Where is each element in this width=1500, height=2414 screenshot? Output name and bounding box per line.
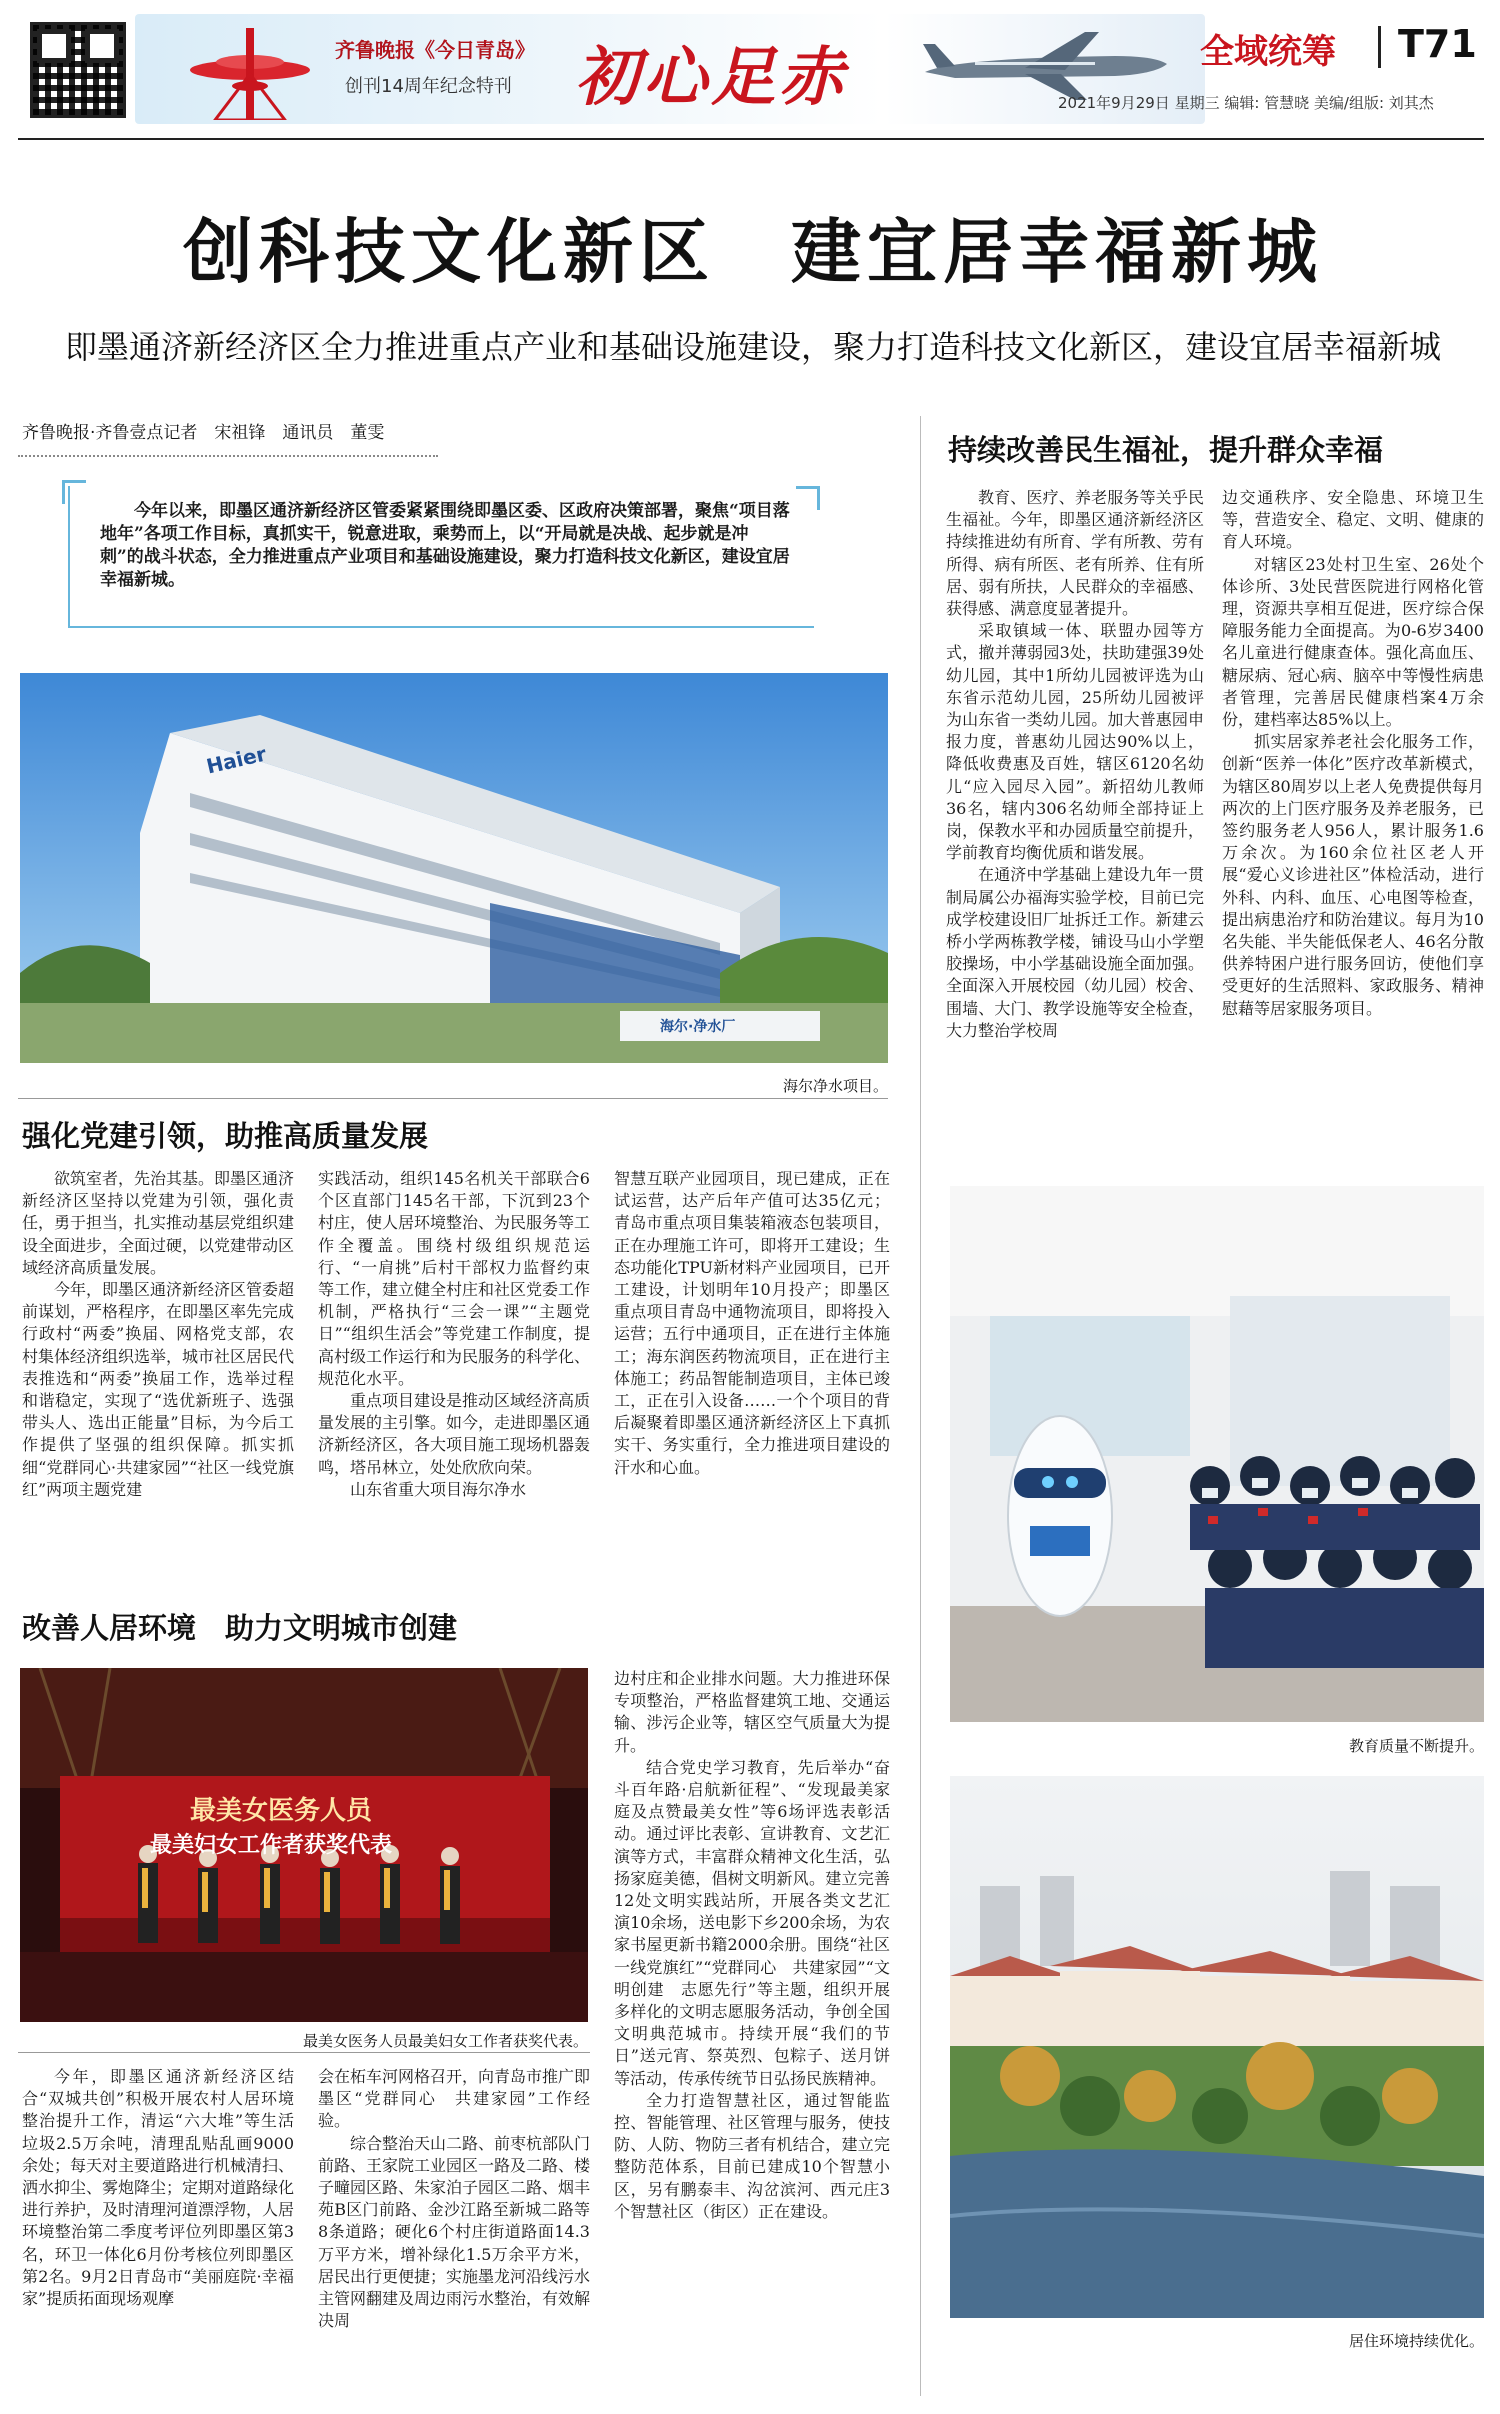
masthead-rule: [18, 138, 1484, 140]
byline: 齐鲁晚报·齐鲁壹点记者 宋祖锋 通讯员 董雯: [22, 423, 385, 443]
dateline: 2021年9月29日 星期三 编辑: 管慧晓 美编/组版: 刘其杰: [1058, 94, 1434, 112]
haier-sign: Haier: [204, 741, 269, 779]
award-banner-subtitle: 最美妇女工作者获奖代表: [150, 1833, 393, 1858]
paper-name: 齐鲁晚报《今日青岛》: [335, 38, 535, 62]
environment-column-3: [614, 1668, 890, 2396]
party-paragraph: 欲筑室者，先治其基。即墨区通济新经济区坚持以党建为引领，强化责任，勇于担当，扎实推动基层党组织建设全面进步，全面过硬，以党建带动区域经济高质量发展。: [22, 1169, 294, 1277]
section-title-livelihood: 持续改善民生福祉，提升群众幸福: [948, 433, 1384, 467]
caption-award: 最美女医务人员最美妇女工作者获奖代表。: [302, 2032, 588, 2050]
section-title-party: 强化党建引领，助推高质量发展: [22, 1119, 429, 1153]
environment-paragraph: 全力打造智慧社区，通过智能监控、智能管理、社区管理与服务，使技防、人防、物防三者有机结合，建立完整防范体系，目前已建成10个智慧小区，另有鹏泰丰、沟岔滨河、西元庄3个智慧社区（街区）正在建设。: [614, 2090, 890, 2221]
anniversary-text: 创刊14周年纪念特刊: [345, 76, 512, 97]
masthead-banner: [135, 14, 1205, 124]
subheadline: 即墨通济新经济区全力推进重点产业和基础设施建设，聚力打造科技文化新区，建设宜居幸福新城: [64, 328, 1441, 366]
livelihood-paragraph: 对辖区23处村卫生室、26处个体诊所、3处民营医院进行网格化管理，资源共享相互促进，医疗综合保障服务能力全面提高。为0-6岁3400名儿童进行健康查体。强化高血压、糖尿病、冠心病、脑卒中等慢性病患者管理，完善居民健康档案4万余份，建档率达85%以上。: [1222, 554, 1484, 730]
caption-education: 教育质量不断提升。: [1348, 1737, 1484, 1755]
tv-tower-icon: [175, 24, 325, 120]
ground-sign: 海尔·净水厂: [660, 1019, 736, 1035]
calligraphy-title: 初心足赤: [575, 40, 847, 115]
masthead-divider: [1378, 26, 1381, 68]
section-title-environment: 改善人居环境 助力文明城市创建: [22, 1611, 458, 1645]
environment-paragraph: 会在柘车河网格召开，向青岛市推广即墨区“党群同心 共建家园”工作经验。: [318, 2067, 590, 2131]
intro-text: 今年以来，即墨区通济新经济区管委紧紧围绕即墨区委、区政府决策部署，聚焦“项目落地年”各项工作目标，真抓实干，锐意进取，乘势而上，以“开局就是决战、起步就是冲刺”的战斗状态，全力推进重点产业项目和基础设施建设，聚力打造科技文化新区，建设宜居幸福新城。: [100, 501, 790, 590]
column-divider: [920, 416, 921, 2396]
headline: 创科技文化新区 建宜居幸福新城: [183, 211, 1323, 293]
livelihood-paragraph: 抓实居家养老社会化服务工作，创新“医养一体化”医疗改革新模式，为辖区80周岁以上老人免费提供每月两次的上门医疗服务及养老服务，已签约服务老人956人，累计服务1.6万余次。为160余位社区老人开展“爱心义诊进社区”体检活动，进行外科、内科、血压、心电图等检查，提出病患治疗和防治建议。每月为10名失能、半失能低保老人、46名分散供养特困户进行服务回访，使他们享受更好的生活照料、家政服务、精神慰藉等居家服务项目。: [1222, 732, 1484, 1018]
party-paragraph: 重点项目建设是推动区域经济高质量发展的主引擎。如今，走进即墨区通济新经济区，各大项目施工现场机器轰鸣，塔吊林立，处处欣欣向荣。: [318, 1391, 590, 1477]
qr-code-icon[interactable]: [30, 22, 126, 118]
environment-column-2: [318, 2066, 590, 2396]
column-rule: [18, 1098, 888, 1099]
photo-residential: [950, 1776, 1484, 2318]
page-number: T71: [1398, 22, 1477, 66]
masthead: [0, 0, 1500, 140]
environment-paragraph: 今年，即墨区通济新经济区结合“双城共创”积极开展农村人居环境整治提升工作，清运“六大堆”等生活垃圾2.5万余吨，清理乱贴乱画9000余处；每天对主要道路进行机械清扫、洒水抑尘、雾炮降尘；定期对道路绿化进行养护，及时清理河道漂浮物，人居环境整治第二季度考评位列即墨区第3名，环卫一体化6月份考核位列即墨区第2名。9月2日青岛市“美丽庭院·幸福家”提质拓面现场观摩: [22, 2067, 294, 2309]
environment-column-1: [22, 2066, 294, 2396]
party-paragraph: 实践活动，组织145名机关干部联合6个区直部门145名干部，下沉到23个村庄，使人居环境整治、为民服务等工作全覆盖。围绕村级组织规范运行、“一肩挑”后村干部权力监督约束等工作，建立健全村庄和社区党委工作机制，严格执行“三会一课”“主题党日”“组织生活会”等党建工作制度，提高村级工作运行和为民服务的科学化、规范化水平。: [318, 1169, 590, 1388]
caption-residential: 居住环境持续优化。: [1348, 2332, 1484, 2350]
party-column-3: [614, 1168, 890, 1596]
intro-frame-corner: [796, 486, 820, 510]
party-column-1: [22, 1168, 294, 1596]
section-name: 全域统筹: [1200, 32, 1336, 72]
caption-haier: 海尔净水项目。: [782, 1077, 888, 1095]
photo-award-ceremony: [20, 1668, 588, 2022]
livelihood-paragraph: 采取镇域一体、联盟办园等方式，撤并薄弱园3处，扶助建强39处幼儿园，其中1所幼儿园被评选为山东省示范幼儿园，25所幼儿园被评为山东省一类幼儿园。加大普惠园申报力度，普惠幼儿园达90%以上，降低收费惠及百姓，辖区6120名幼儿“应入园尽入园”。新招幼儿教师36名，辖内306名幼师全部持证上岗，保教水平和办园质量空前提升，学前教育均衡优质和谐发展。: [946, 621, 1204, 863]
photo-education: [950, 1186, 1484, 1722]
livelihood-paragraph: 边交通秩序、安全隐患、环境卫生等，营造安全、稳定、文明、健康的育人环境。: [1222, 488, 1484, 552]
environment-paragraph: 结合党史学习教育，先后举办“奋斗百年路·启航新征程”、“发现最美家庭及点赞最美女性”等6场评选表彰活动。通过评比表彰、宣讲教育、文艺汇演等方式，丰富群众精神文化生活，弘扬家庭美德，倡树文明新风。建立完善12处文明实践站所，开展各类文艺汇演10余场，送电影下乡200余场，为农家书屋更新书籍2000余册。围绕“社区一线党旗红”“党群同心 共建家园”“文明创建 志愿先行”等主题，组织开展多样化的文明志愿服务活动，争创全国文明典范城市。持续开展“我们的节日”送元宵、祭英烈、包粽子、送月饼等活动，传承传统节日弘扬民族精神。: [614, 1757, 890, 2088]
column-rule: [18, 2052, 590, 2053]
party-paragraph: 智慧互联产业园项目，现已建成，正在试运营，达产后年产值可达35亿元；青岛市重点项目集装箱液态包装项目，正在办理施工许可，即将开工建设；生态功能化TPU新材料产业园项目，已开工建设，计划明年10月投产；即墨区重点项目青岛中通物流项目，即将投入运营；五行中通项目，正在进行主体施工；海东润医药物流项目，正在进行主体施工；药品智能制造项目，主体已竣工，正在引入设备……一个个项目的背后凝聚着即墨区通济新经济区上下真抓实干、务实重行，全力推进项目建设的汗水和心血。: [614, 1169, 890, 1477]
livelihood-column-2: [1222, 487, 1484, 1167]
photo-haier-plant: [20, 673, 888, 1063]
intro-box: [68, 486, 814, 628]
livelihood-paragraph: 在通济中学基础上建设九年一贯制局属公办福海实验学校，目前已完成学校建设旧厂址拆迁工作。新建云桥小学两栋教学楼，铺设马山小学塑胶操场，中小学基础设施全面加强。全面深入开展校园（幼儿园）校舍、围墙、大门、教学设施等安全检查，大力整治学校周: [946, 865, 1204, 1040]
award-banner-title: 最美女医务人员: [190, 1796, 373, 1826]
environment-paragraph: 边村庄和企业排水问题。大力推进环保专项整治，严格监督建筑工地、交通运输、涉污企业等，辖区空气质量大为提升。: [614, 1669, 890, 1755]
party-paragraph: 山东省重大项目海尔净水: [350, 1479, 527, 1499]
environment-paragraph: 综合整治天山二路、前枣杭部队门前路、王家院工业园区一路及二路、楼子疃园区路、朱家泊子园区二路、烟丰苑B区门前路、金沙江路至新城二路等8条道路；硬化6个村庄街道路面14.3万平方米，增补绿化1.5万余平方米，居民出行更便捷；实施墨龙河沿线污水主管网翻建及周边雨污水整治，有效解决周: [318, 2133, 590, 2331]
livelihood-column-1: [946, 487, 1204, 1167]
party-paragraph: 今年，即墨区通济新经济区管委超前谋划，严格程序，在即墨区率先完成行政村“两委”换届、网格党支部，农村集体经济组织选举，城市社区居民代表推选和“两委”换届工作，选举过程和谐稳定，实现了“选优新班子、选强带头人、选出正能量”目标，为今后工作提供了坚强的组织保障。抓实抓细“党群同心·共建家园”“社区一线党旗红”两项主题党建: [22, 1280, 294, 1499]
livelihood-paragraph: 教育、医疗、养老服务等关乎民生福祉。今年，即墨区通济新经济区持续推进幼有所育、学有所教、劳有所得、病有所医、老有所养、住有所居、弱有所扶，人民群众的幸福感、获得感、满意度显著提升。: [946, 488, 1204, 619]
byline-rule: [18, 455, 438, 457]
party-column-2: [318, 1168, 590, 1596]
